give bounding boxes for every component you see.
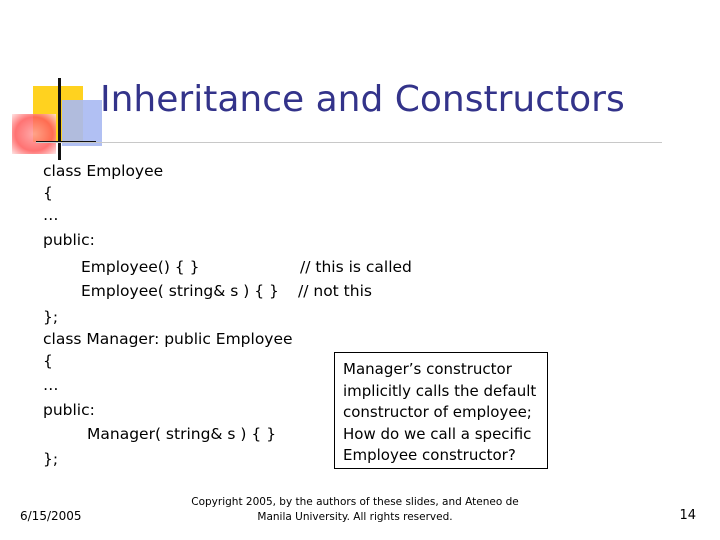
code-line: }; [43, 450, 59, 468]
code-line: }; [43, 308, 59, 326]
slide-logo-decoration [0, 0, 110, 170]
code-line: { [43, 184, 53, 202]
callout-line: constructor of employee; [343, 403, 532, 421]
footer-date: 6/15/2005 [20, 509, 82, 523]
code-line: … [43, 376, 59, 394]
code-line: … [43, 206, 59, 224]
code-line: Manager( string& s ) { } [87, 425, 277, 443]
code-line: { [43, 352, 53, 370]
callout-line: Employee constructor? [343, 446, 516, 464]
copyright-line: Copyright 2005, by the authors of these slides, and Ateneo de [191, 496, 519, 508]
blue-square-decoration [62, 100, 102, 146]
code-comment: // not this [298, 282, 372, 300]
footer-copyright [180, 495, 530, 525]
code-comment: // this is called [300, 258, 412, 276]
code-line: public: [43, 231, 95, 249]
code-line: Employee( string& s ) { } [81, 282, 279, 300]
red-square-decoration [12, 114, 56, 154]
callout-line: How do we call a specific [343, 424, 532, 443]
title-underline [36, 142, 662, 143]
page-number: 14 [679, 508, 696, 523]
code-line: public: [43, 401, 95, 419]
code-line: Employee() { } [81, 258, 200, 276]
callout-line: Manager’s constructor [343, 360, 512, 378]
copyright-line: Manila University. All rights reserved. [257, 511, 453, 523]
code-line: class Employee [43, 162, 164, 180]
vertical-rule [58, 78, 61, 160]
callout-line: implicitly calls the default [343, 381, 537, 400]
code-line: class Manager: public Employee [43, 330, 293, 348]
callout-box [334, 352, 548, 469]
slide-title: Inheritance and Constructors [100, 79, 625, 120]
